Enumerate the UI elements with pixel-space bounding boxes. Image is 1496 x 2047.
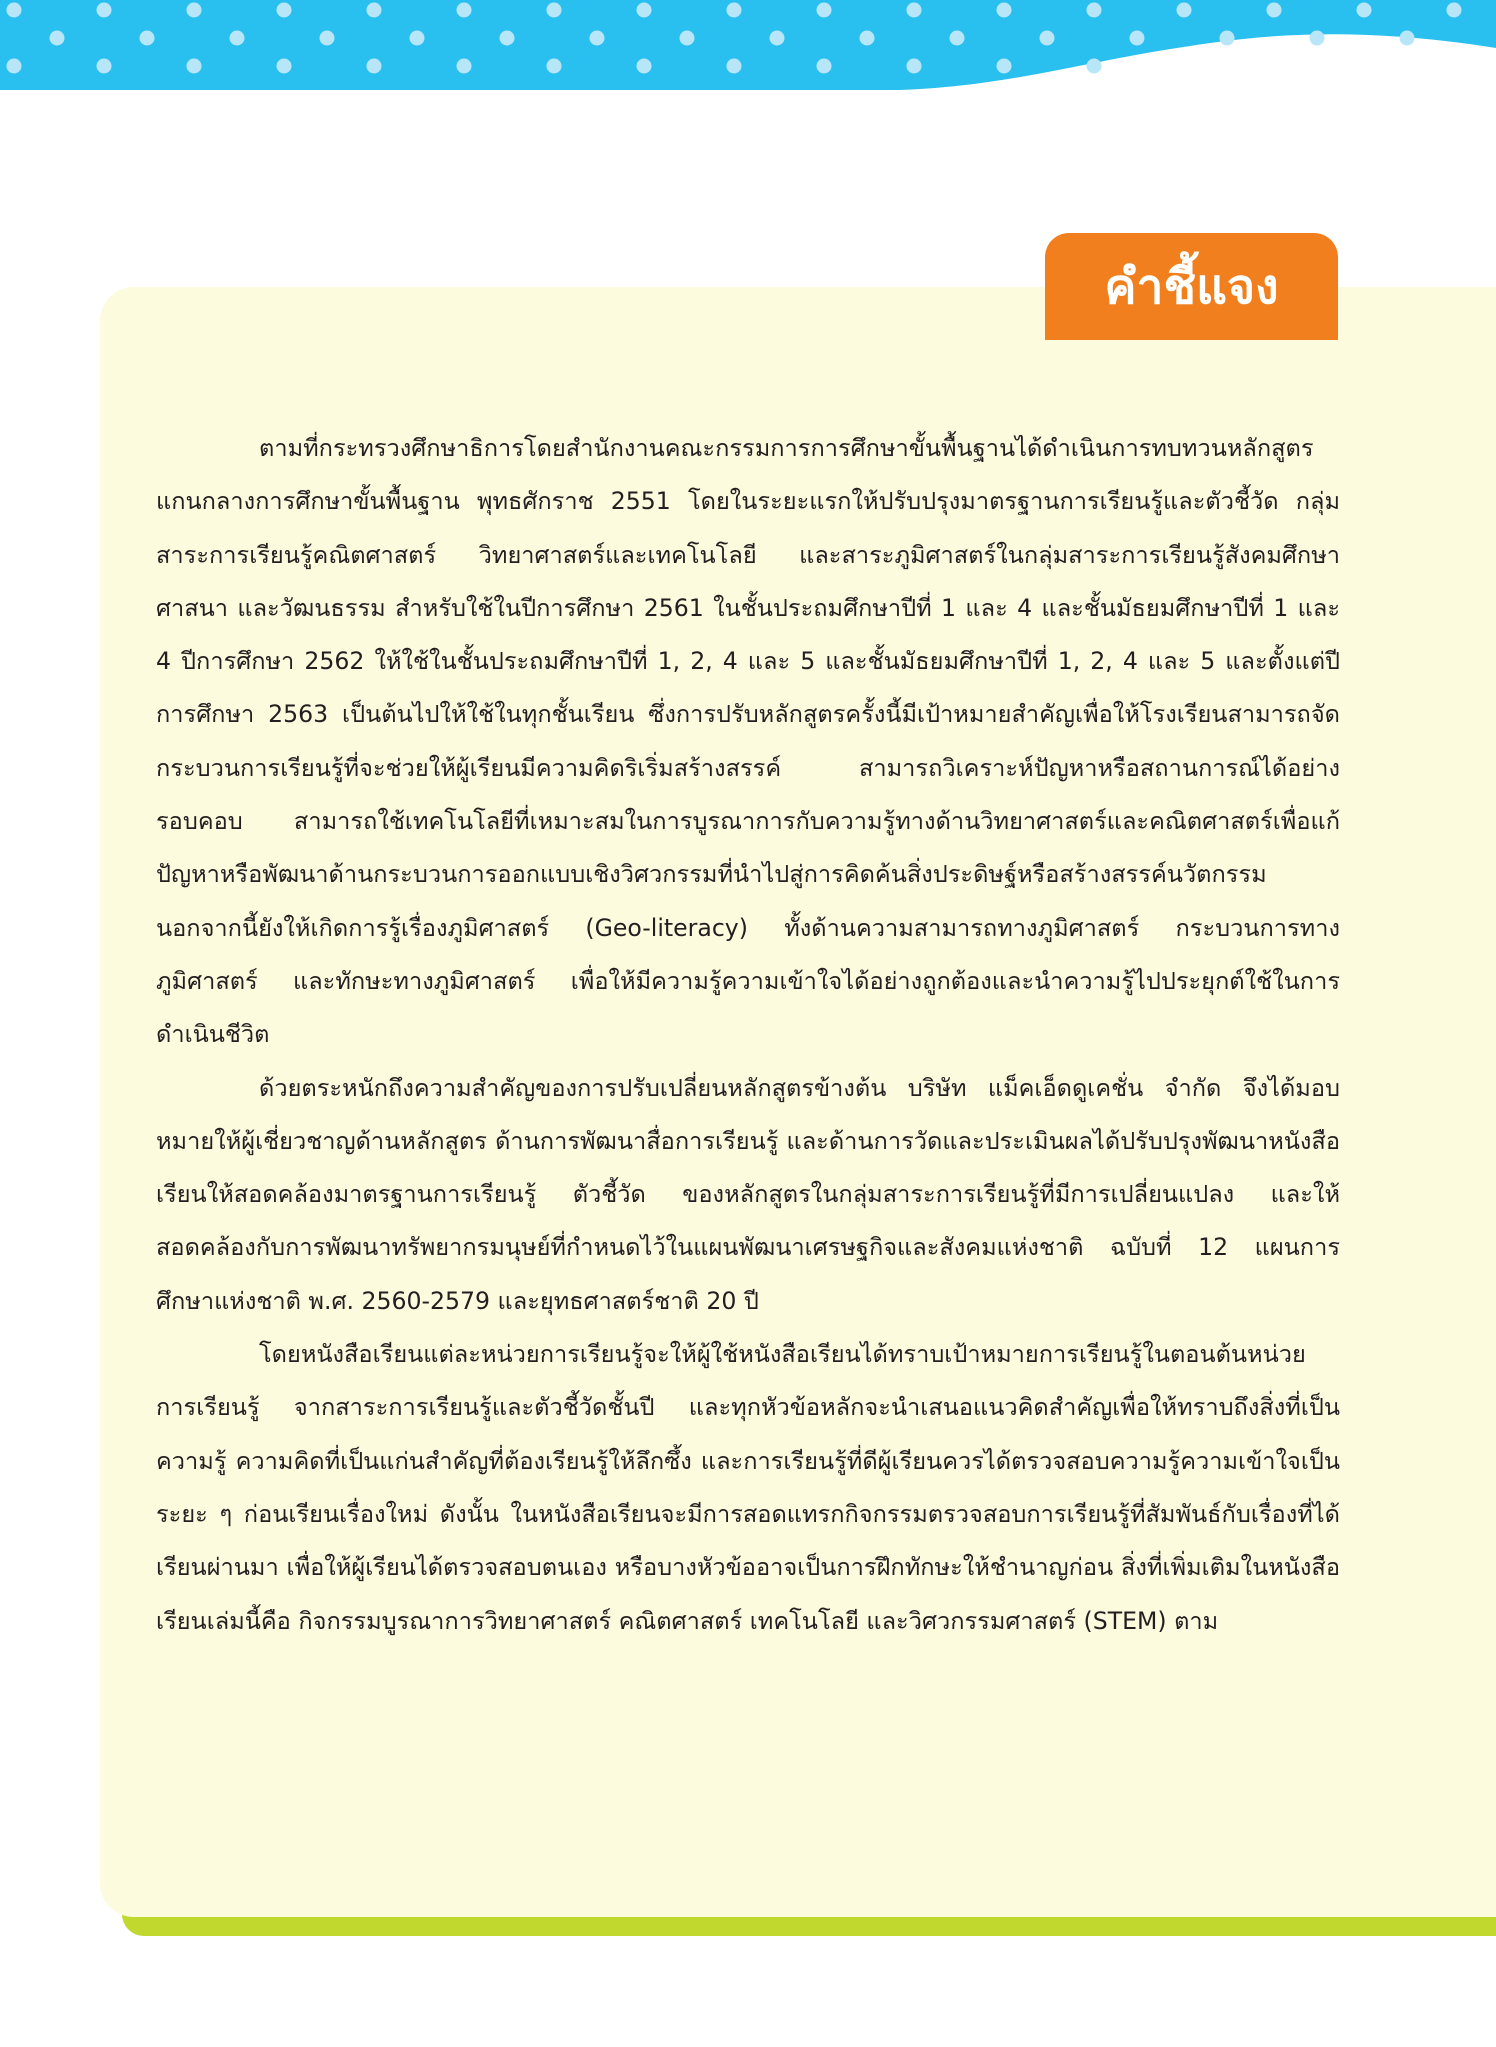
decor-dot	[680, 31, 695, 46]
bottom-accent-strip	[122, 1914, 1496, 1936]
decor-dot	[637, 59, 652, 74]
decor-dot	[637, 3, 652, 18]
paragraph: ด้วยตระหนักถึงความสำคัญของการปรับเปลี่ยนหลักสูตรข้างต้น บริษัท แม็คเอ็ดดูเคชั่น จำกัด จึงได้มอบหมายให้ผู้เชี่ยวชาญด้านหลักสูตร ด้านการพัฒนาสื่อการเรียนรู้ และด้านการวัดและประเมินผลได้ปรับปรุงพัฒนาหนังสือเรียนให้สอดคล้องมาตรฐานการเรียนรู้ ตัวชี้วัด ของหลักสูตรในกลุ่มสาระการเรียนรู้ที่มีการเปลี่ยนแปลง และให้สอดคล้องกับการพัฒนาทรัพยากรมนุษย์ที่กำหนดไว้ในแผนพัฒนาเศรษฐกิจและสังคมแห่งชาติ ฉบับที่ 12 แผนการศึกษาแห่งชาติ พ.ศ. 2560-2579 และยุทธศาสตร์ชาติ 20 ปี	[156, 1073, 1340, 1315]
decor-dot	[907, 3, 922, 18]
decor-dot	[1357, 3, 1372, 18]
decor-dot	[1447, 3, 1462, 18]
decor-dot	[1130, 31, 1145, 46]
decor-dot	[907, 59, 922, 74]
decor-dot	[1087, 59, 1102, 74]
paragraph: โดยหนังสือเรียนแต่ละหน่วยการเรียนรู้จะให้ผู้ใช้หนังสือเรียนได้ทราบเป้าหมายการเรียนรู้ในตอนต้นหน่วยการเรียนรู้ จากสาระการเรียนรู้และตัวชี้วัดชั้นปี และทุกหัวข้อหลักจะนำเสนอแนวคิดสำคัญเพื่อให้ทราบถึงสิ่งที่เป็นความรู้ ความคิดที่เป็นแก่นสำคัญที่ต้องเรียนรู้ให้ลึกซึ้ง และการเรียนรู้ที่ดีผู้เรียนควรได้ตรวจสอบความรู้ความเข้าใจเป็นระยะ ๆ ก่อนเรียนเรื่องใหม่ ดังนั้น ในหนังสือเรียนจะมีการสอดแทรกกิจกรรมตรวจสอบการเรียนรู้ที่สัมพันธ์กับเรื่องที่ได้เรียนผ่านมา เพื่อให้ผู้เรียนได้ตรวจสอบตนเอง หรือบางหัวข้ออาจเป็นการฝึกทักษะให้ชำนาญก่อน สิ่งที่เพิ่มเติมในหนังสือเรียนเล่มนี้คือ กิจกรรมบูรณาการวิทยาศาสตร์ คณิตศาสตร์ เทคโนโลยี และวิศวกรรมศาสตร์ (STEM) ตาม	[156, 1340, 1340, 1635]
decor-dot	[367, 3, 382, 18]
decor-dot	[1040, 31, 1055, 46]
decor-dot	[997, 59, 1012, 74]
decor-dot	[367, 59, 382, 74]
decor-dot	[860, 31, 875, 46]
decor-dot	[997, 3, 1012, 18]
decor-dot	[140, 31, 155, 46]
decor-dot	[817, 59, 832, 74]
decor-dot	[97, 3, 112, 18]
decor-dot	[590, 31, 605, 46]
decor-dot	[1220, 31, 1235, 46]
paragraph: ตามที่กระทรวงศึกษาธิการโดยสำนักงานคณะกรรมการการศึกษาขั้นพื้นฐานได้ดำเนินการทบทวนหลักสูตรแกนกลางการศึกษาขั้นพื้นฐาน พุทธศักราช 2551 โดยในระยะแรกให้ปรับปรุงมาตรฐานการเรียนรู้และตัวชี้วัด กลุ่มสาระการเรียนรู้คณิตศาสตร์ วิทยาศาสตร์และเทคโนโลยี และสาระภูมิศาสตร์ในกลุ่มสาระการเรียนรู้สังคมศึกษา ศาสนา และวัฒนธรรม สำหรับใช้ในปีการศึกษา 2561 ในชั้นประถมศึกษาปีที่ 1 และ 4 และชั้นมัธยมศึกษาปีที่ 1 และ 4 ปีการศึกษา 2562 ให้ใช้ในชั้นประถมศึกษาปีที่ 1, 2, 4 และ 5 และชั้นมัธยมศึกษาปีที่ 1, 2, 4 และ 5 และตั้งแต่ปีการศึกษา 2563 เป็นต้นไปให้ใช้ในทุกชั้นเรียน ซึ่งการปรับหลักสูตรครั้งนี้มีเป้าหมายสำคัญเพื่อให้โรงเรียนสามารถจัดกระบวนการเรียนรู้ที่จะช่วยให้ผู้เรียนมีความคิดริเริ่มสร้างสรรค์ สามารถวิเคราะห์ปัญหาหรือสถานการณ์ได้อย่างรอบคอบ สามารถใช้เทคโนโลยีที่เหมาะสมในการบูรณาการกับความรู้ทางด้านวิทยาศาสตร์และคณิตศาสตร์เพื่อแก้ปัญหาหรือพัฒนาด้านกระบวนการออกแบบเชิงวิศวกรรมที่นำไปสู่การคิดค้นสิ่งประดิษฐ์หรือสร้างสรรค์นวัตกรรม นอกจากนี้ยังให้เกิดการรู้เรื่องภูมิศาสตร์ (Geo-literacy) ทั้งด้านความสามารถทางภูมิศาสตร์ กระบวนการทางภูมิศาสตร์ และทักษะทางภูมิศาสตร์ เพื่อให้มีความรู้ความเข้าใจได้อย่างถูกต้องและนำความรู้ไปประยุกต์ใช้ในการดำเนินชีวิต	[156, 434, 1340, 1049]
decor-dot	[50, 31, 65, 46]
decor-dot	[230, 31, 245, 46]
decor-dot	[1087, 3, 1102, 18]
body-text	[156, 422, 1340, 1648]
decor-dot	[770, 31, 785, 46]
decor-dot	[1177, 3, 1192, 18]
decor-dot	[727, 3, 742, 18]
decor-dot	[97, 59, 112, 74]
decor-dot	[277, 59, 292, 74]
decor-dot	[187, 59, 202, 74]
decor-dot	[457, 59, 472, 74]
decor-dot	[410, 31, 425, 46]
decor-dot	[320, 31, 335, 46]
decor-dot	[7, 59, 22, 74]
decor-dot	[727, 59, 742, 74]
decor-dot	[457, 3, 472, 18]
decor-dot	[1310, 31, 1325, 46]
decor-dot	[500, 31, 515, 46]
decor-dot	[277, 3, 292, 18]
decor-dot	[1400, 31, 1415, 46]
top-decorative-band	[0, 0, 1496, 110]
page-title-tab	[1045, 233, 1338, 340]
decor-dot	[547, 3, 562, 18]
decor-dot	[950, 31, 965, 46]
decor-dot	[7, 3, 22, 18]
decor-dot	[817, 3, 832, 18]
page-title: คำชี้แจง	[1104, 258, 1279, 315]
decor-dot	[1267, 3, 1282, 18]
decor-dot	[547, 59, 562, 74]
decor-dot	[187, 3, 202, 18]
